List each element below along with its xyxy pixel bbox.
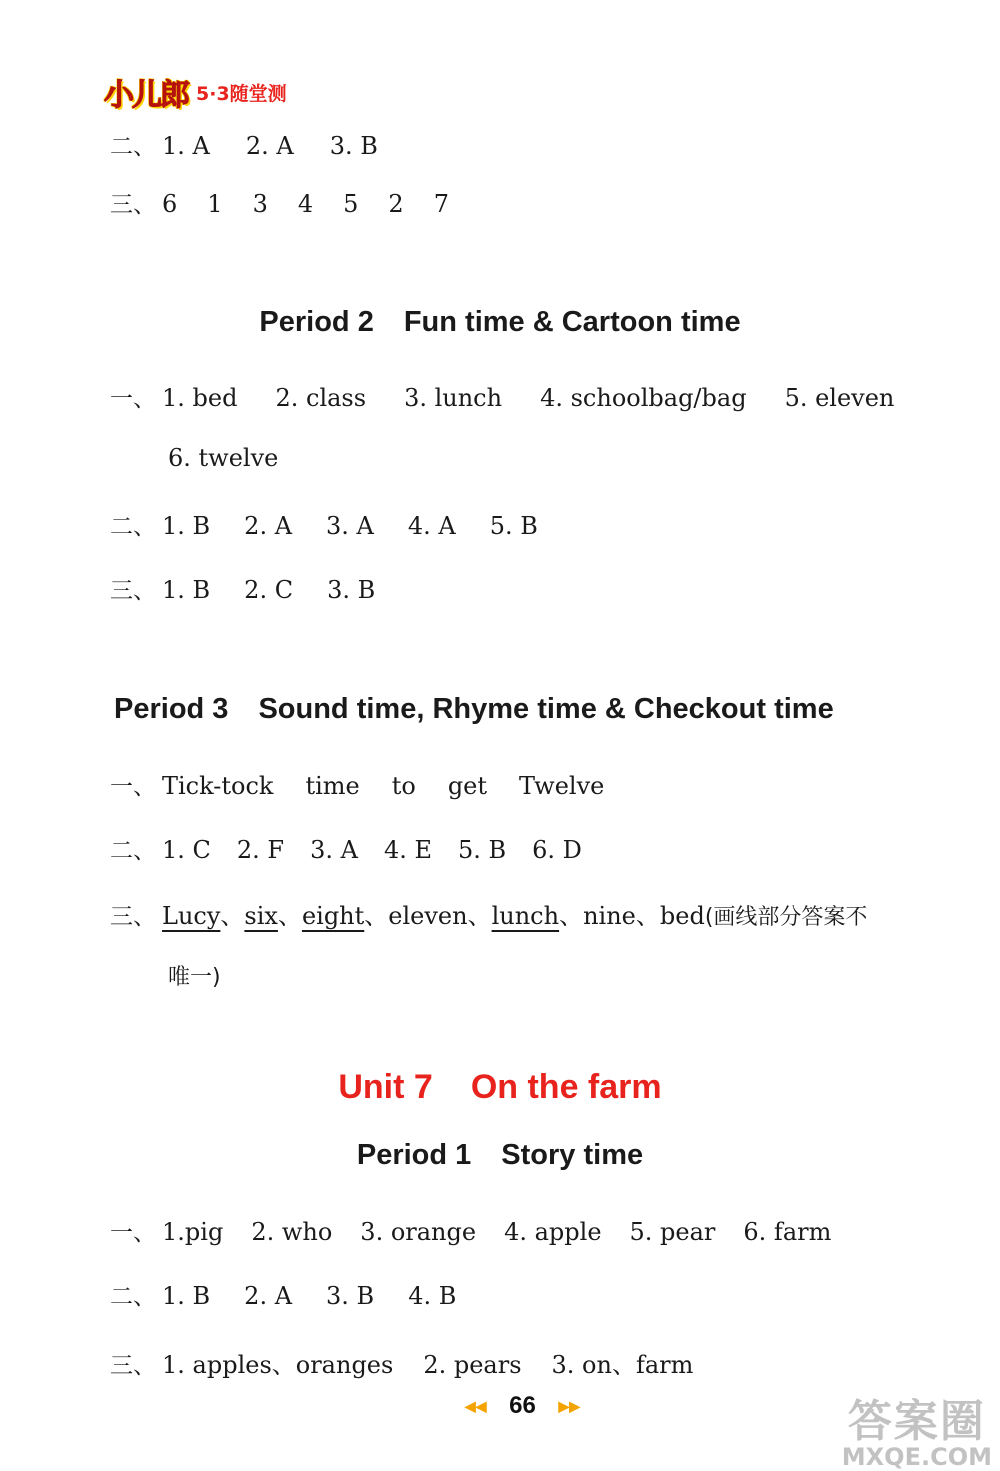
answer-row: 三、 Lucy、six、eight、eleven、lunch、nine、bed(画线部分答案不: [110, 902, 868, 930]
next-page-marker-icon: ▶▶: [558, 1398, 581, 1415]
period-2-heading: Period 2 Fun time & Cartoon time: [259, 306, 741, 338]
answer-row: 二、 1. B 2. A 3. A 4. A 5. B: [110, 512, 538, 540]
answer-row: 一、 1. bed 2. class 3. lunch 4. schoolbag/bag 5. eleven: [110, 384, 895, 412]
answer-row: 三、 1. apples、oranges 2. pears 3. on、farm: [110, 1351, 694, 1379]
answer-row: 二、 1. C 2. F 3. A 4. E 5. B 6. D: [110, 836, 582, 864]
answer-row: 一、 1.pig 2. who 3. orange 4. apple 5. pear 6. farm: [110, 1218, 832, 1246]
answer-row: 二、 1. B 2. A 3. B 4. B: [110, 1282, 457, 1310]
answer-row: 一、 Tick-tock time to get Twelve: [110, 772, 605, 800]
period-3-heading: Period 3 Sound time, Rhyme time & Checkout time: [114, 693, 834, 725]
logo-brand: 小儿郎: [104, 78, 188, 113]
answer-row-continuation: 唯一): [168, 965, 221, 990]
unit7-period-1-heading: Period 1 Story time: [356, 1139, 644, 1171]
page-number: 66: [509, 1392, 536, 1419]
answer-row: 6. twelve: [168, 444, 279, 472]
unit-heading: Unit 7 On the farm: [338, 1068, 662, 1106]
answer-row: 二、 1. A 2. A 3. B: [110, 132, 378, 160]
answer-row: 三、 1. B 2. C 3. B: [110, 576, 376, 604]
publisher-logo: [104, 72, 287, 112]
site-watermark: 答案圈 MXQE.COM: [841, 1396, 992, 1471]
answer-row: 三、 6 1 3 4 5 2 7: [110, 190, 449, 218]
logo-series: 5·3随堂测: [196, 82, 287, 105]
prev-page-marker-icon: ◀◀: [464, 1398, 487, 1415]
